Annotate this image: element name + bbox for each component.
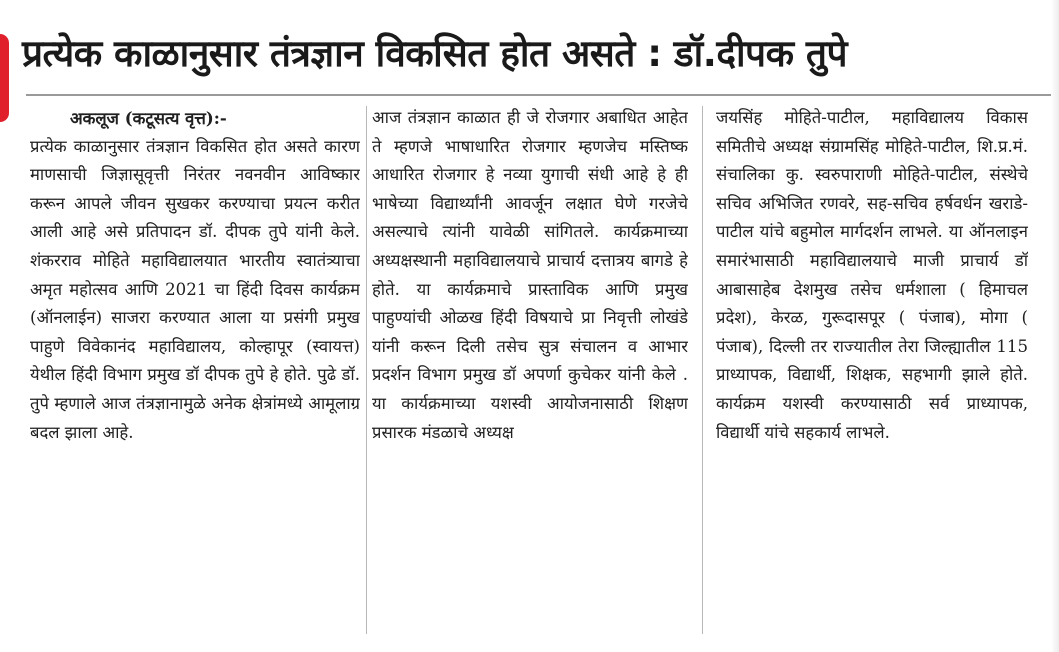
column-1-text: प्रत्येक काळानुसार तंत्रज्ञान विकसित होत असते कारण माणसाची जिज्ञासूवृत्ती निरंतर नवनवीन आविष्कार करून आपले जीवन सुखकर करण्याचा प्रयत्न करीत आली आहे असे प्रतिपादन डॉ. दीपक तुपे यांनी केले. शंकरराव मोहिते महाविद्यालयात भारतीय स्वातंत्र्याचा अमृत महोत्सव आणि 2021 चा हिंदी दिवस कार्यक्रम (ऑनलाईन) साजरा करण्यात आला या प्रसंगी प्रमुख पाहुणे विवेकानंद महाविद्यालय, कोल्हापूर (स्वायत्त) येथील हिंदी विभाग प्रमुख डॉ दीपक तुपे हे होते. पुढे डॉ. तुपे म्हणाले आज तंत्रज्ञानामुळे अनेक क्षेत्रांमध्ये आमूलाग्र बदल झाला आहे. [30,136,360,442]
column-3-text: जयसिंह मोहिते-पाटील, महाविद्यालय विकास समितीचे अध्यक्ष संग्रामसिंह मोहिते-पाटील, शि.प्र.मं. संचालिका कु. स्वरुपाराणी मोहिते-पाटील, संस्थेचे सचिव अभिजित रणवरे, सह-सचिव हर्षवर्धन खराडे-पाटील यांचे बहुमोल मार्गदर्शन लाभले. या ऑनलाइन समारंभासाठी महाविद्यालयाचे माजी प्राचार्य डॉ आबासाहेब देशमुख तसेच धर्मशाला ( हिमाचल प्रदेश), केरळ, गुरूदासपूर ( पंजाब), मोगा ( पंजाब), दिल्ली तर राज्यातील तेरा जिल्ह्यातील 115 प्राध्यापक, विद्यार्थी, शिक्षक, सहभागी झाले होते. कार्यक्रम यशस्वी करण्यासाठी सर्व प्राध्यापक, विद्यार्थी यांचे सहकार्य लाभले. [716,108,1028,442]
page-edge-shadow [1051,0,1059,652]
article-column-2 [372,104,688,640]
article-dateline: अकलूज (कटूसत्य वृत्त):- [70,108,227,128]
headline-rule [26,94,1052,96]
red-margin-mark [0,34,9,122]
column-divider [366,106,367,634]
article-column-3 [716,104,1028,640]
column-divider [702,106,703,634]
column-2-text: आज तंत्रज्ञान काळात ही जे रोजगार अबाधित आहेत ते म्हणजे भाषाधारित रोजगार म्हणजेच मस्तिष्क आधारित रोजगार हे नव्या युगाची संधी आहे हे ही भाषेच्या विद्यार्थ्यांनी आवर्जून लक्षात घेणे गरजेचे असल्याचे त्यांनी यावेळी सांगितले. कार्यक्रमाच्या अध्यक्षस्थानी महाविद्यालयाचे प्राचार्य दत्तात्रय बागडे हे होते. या कार्यक्रमाचे प्रास्ताविक आणि प्रमुख पाहुण्यांची ओळख हिंदी विषयाचे प्रा निवृत्ती लोखंडे यांनी करून दिली तसेच सुत्र संचालन व आभार प्रदर्शन विभाग प्रमुख डॉ अपर्णा कुचेकर यांनी केले . या कार्यक्रमाच्या यशस्वी आयोजनासाठी शिक्षण प्रसारक मंडळाचे अध्यक्ष [372,108,688,442]
article-column-1 [30,104,360,640]
article-headline: प्रत्येक काळानुसार तंत्रज्ञान विकसित होत असते : डॉ.दीपक तुपे [22,32,847,75]
